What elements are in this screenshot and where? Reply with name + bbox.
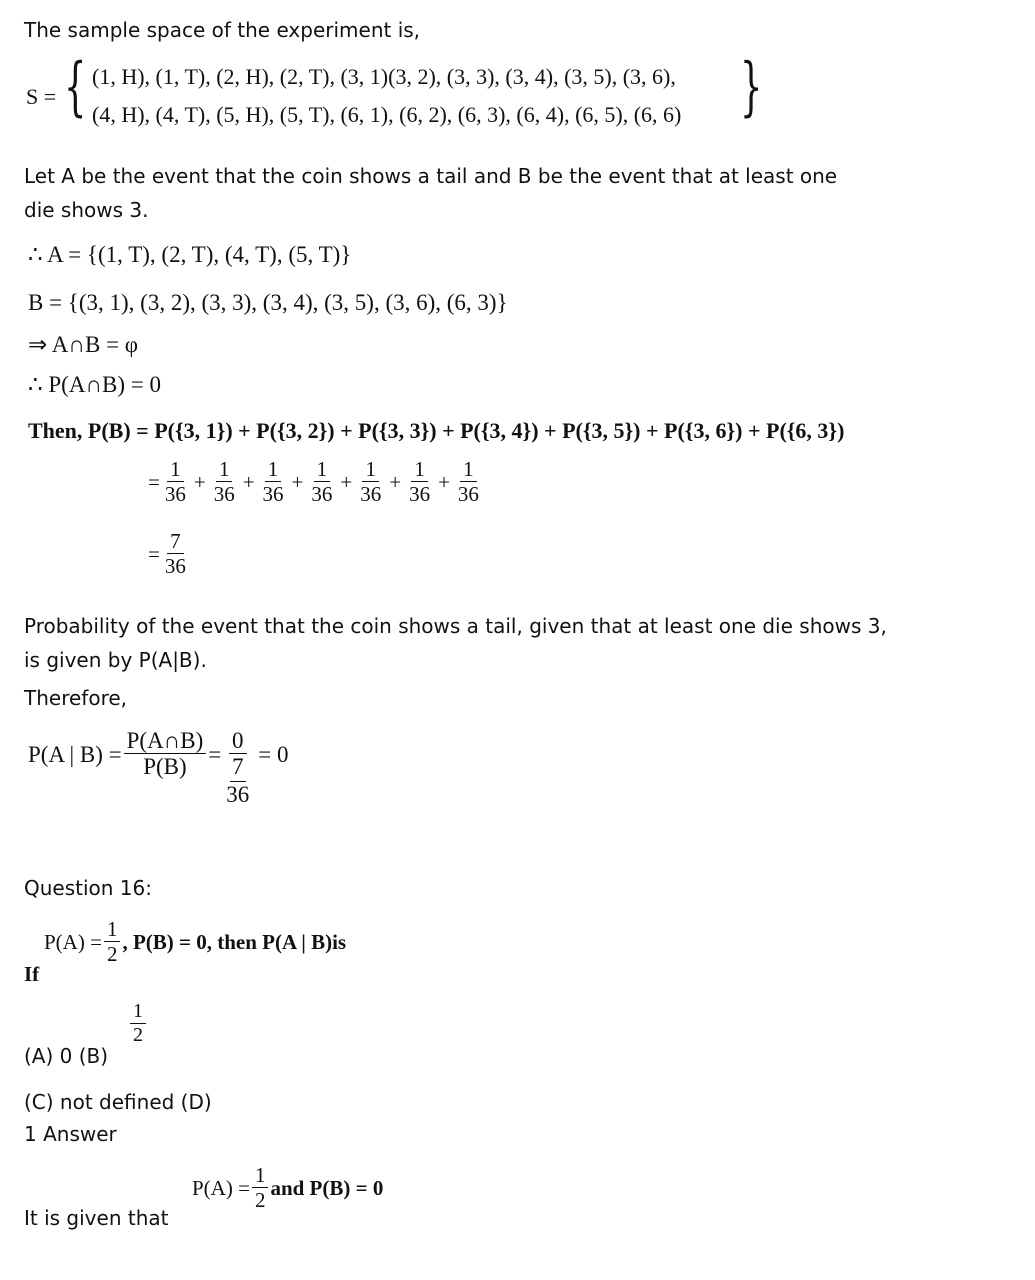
fraction-1-over-36 bbox=[211, 458, 238, 506]
sum-of-fractions bbox=[148, 458, 484, 506]
sample-space-line-1: (1, H), (1, T), (2, H), (2, T), (3, 1)(3, 2), (3, 3), (3, 4), (3, 5), (3, 6), bbox=[92, 64, 676, 89]
zero-numerator: 0 bbox=[229, 728, 247, 754]
fraction-1-over-36 bbox=[455, 458, 482, 506]
prob-text-line-1: Probability of the event that the coin shows a tail, given that at least one die shows 3, bbox=[24, 614, 887, 638]
fraction-1-over-36 bbox=[260, 458, 287, 506]
fraction-numerator: 7 bbox=[167, 530, 184, 554]
nested-numerator: 7 bbox=[230, 754, 246, 781]
fraction-numerator: 1 bbox=[104, 918, 121, 942]
question-rest: , P(B) = 0, then P(A | B)is bbox=[122, 929, 347, 954]
plus-sign: + bbox=[193, 469, 206, 494]
prob-text-line-2: is given by P(A|B). bbox=[24, 648, 207, 672]
equals-sign: = bbox=[148, 469, 160, 494]
intersection-equation: ⇒ A∩B = φ bbox=[28, 332, 139, 357]
given-text: It is given that bbox=[24, 1206, 169, 1230]
given-rest: and P(B) = 0 bbox=[270, 1175, 384, 1200]
zero-over-fraction bbox=[223, 728, 252, 808]
fraction-numerator: 1 bbox=[411, 458, 428, 482]
question-half-fraction bbox=[104, 918, 121, 966]
answer-label: 1 Answer bbox=[24, 1122, 117, 1146]
cond-main-fraction bbox=[124, 728, 207, 781]
sample-space-line-2: (4, H), (4, T), (5, H), (5, T), (6, 1), (6, 2), (6, 3), (6, 4), (6, 5), (6, 6) bbox=[92, 102, 682, 127]
fraction-numerator: 1 bbox=[252, 1164, 269, 1188]
option-b-fraction bbox=[130, 1000, 146, 1047]
fraction-numerator: 1 bbox=[216, 458, 233, 482]
plus-sign: + bbox=[340, 469, 353, 494]
therefore-text: Therefore, bbox=[24, 686, 128, 710]
cond-numerator: P(A∩B) bbox=[124, 728, 207, 754]
options-line-2: (C) not defined (D) bbox=[24, 1090, 212, 1114]
fraction-denominator: 36 bbox=[360, 482, 382, 507]
intro-text: The sample space of the experiment is, bbox=[24, 18, 421, 42]
given-equation bbox=[192, 1164, 383, 1212]
fraction-numerator: 1 bbox=[167, 458, 184, 482]
cond-result: = 0 bbox=[258, 742, 289, 767]
fraction-numerator: 1 bbox=[130, 1000, 146, 1024]
options-line-1: (A) 0 (B) bbox=[24, 1044, 109, 1068]
pb-result bbox=[148, 530, 191, 578]
fraction-1-over-36 bbox=[308, 458, 335, 506]
plus-sign: + bbox=[389, 469, 402, 494]
sample-space-label: S = bbox=[26, 84, 57, 109]
fraction-7-over-36 bbox=[162, 530, 189, 578]
fraction-denominator: 36 bbox=[213, 482, 235, 507]
fraction-denominator: 36 bbox=[457, 482, 479, 507]
intersection-probability: ∴ P(A∩B) = 0 bbox=[28, 372, 162, 397]
events-text-line-1: Let A be the event that the coin shows a tail and B be the event that at least one bbox=[24, 164, 838, 188]
question-label: Question 16: bbox=[24, 876, 152, 900]
fraction-denominator: 2 bbox=[133, 1024, 143, 1046]
fraction-1-over-36 bbox=[406, 458, 433, 506]
pb-expansion: Then, P(B) = P({3, 1}) + P({3, 2}) + P({3, 3}) + P({3, 4}) + P({3, 5}) + P({3, 6}) + P({6, 3}) bbox=[28, 418, 845, 443]
fraction-numerator: 1 bbox=[460, 458, 477, 482]
right-brace: } bbox=[740, 50, 763, 124]
cond-denominator: P(B) bbox=[143, 754, 187, 780]
nested-denominator: 36 bbox=[226, 781, 250, 807]
fraction-denominator: 36 bbox=[311, 482, 333, 507]
question-if: If bbox=[24, 962, 40, 986]
fraction-numerator: 1 bbox=[314, 458, 331, 482]
cond-lhs: P(A | B) = bbox=[28, 742, 122, 767]
fraction-denominator: 36 bbox=[164, 554, 186, 579]
fraction-denominator: 2 bbox=[254, 1188, 266, 1213]
conditional-probability-equation bbox=[28, 728, 289, 808]
fraction-denominator: 36 bbox=[164, 482, 186, 507]
question-pa: P(A) = bbox=[44, 929, 102, 954]
fraction-denominator: 36 bbox=[409, 482, 431, 507]
left-brace: { bbox=[64, 50, 87, 124]
fraction-denominator: 2 bbox=[106, 942, 118, 967]
fraction-denominator: 36 bbox=[262, 482, 284, 507]
plus-sign: + bbox=[242, 469, 255, 494]
plus-sign: + bbox=[438, 469, 450, 494]
given-pa: P(A) = bbox=[192, 1175, 250, 1200]
fraction-numerator: 1 bbox=[265, 458, 282, 482]
fraction-numerator: 1 bbox=[362, 458, 379, 482]
given-half-fraction bbox=[252, 1164, 269, 1212]
events-text-line-2: die shows 3. bbox=[24, 198, 149, 222]
event-b-equation: B = {(3, 1), (3, 2), (3, 3), (3, 4), (3, 5), (3, 6), (6, 3)} bbox=[28, 290, 508, 315]
event-a-equation: ∴ A = {(1, T), (2, T), (4, T), (5, T)} bbox=[28, 242, 352, 267]
fraction-1-over-36 bbox=[357, 458, 384, 506]
plus-sign: + bbox=[291, 469, 304, 494]
question-statement bbox=[44, 918, 346, 966]
nested-fraction bbox=[223, 754, 252, 808]
fraction-1-over-36 bbox=[162, 458, 189, 506]
equals-sign: = bbox=[148, 541, 160, 566]
equals-sign: = bbox=[208, 742, 222, 767]
